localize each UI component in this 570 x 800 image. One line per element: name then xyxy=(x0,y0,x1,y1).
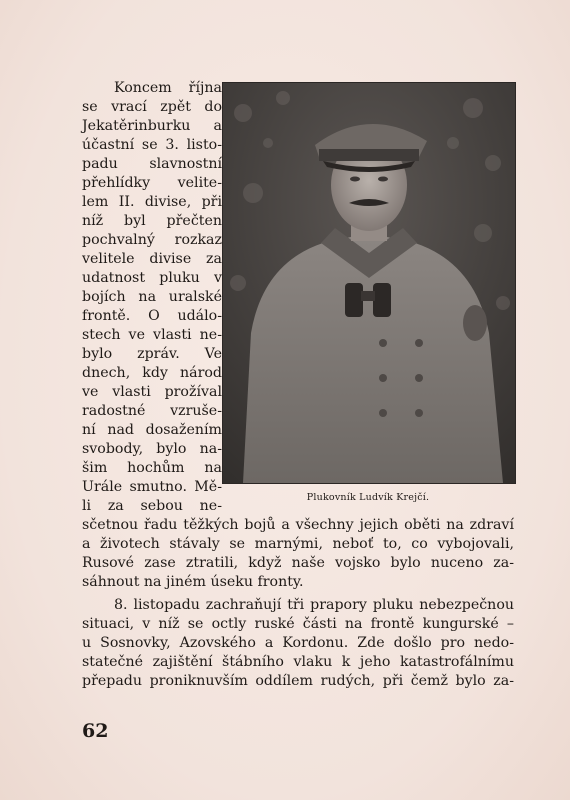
text-line: přehlídky velite- xyxy=(82,175,222,191)
text-line: situaci, v níž se octly ruské části na frontě kungurské – xyxy=(82,616,514,632)
text-line: níž byl přečten xyxy=(82,213,222,229)
text-line: lem II. divise, při xyxy=(82,194,222,210)
text-line: účastní se 3. listo- xyxy=(82,137,222,153)
text-line: šim hochům na xyxy=(82,460,222,476)
text-line: Koncem října xyxy=(114,80,222,96)
portrait-image xyxy=(223,83,515,483)
text-line: 8. listopadu zachraňují tři prapory pluku nebezpečnou xyxy=(114,597,514,613)
text-line: frontě. O událo- xyxy=(82,308,222,324)
text-line: statečné zajištění štábního vlaku k jeho katastrofálnímu xyxy=(82,654,514,670)
text-line: velitele divise za xyxy=(82,251,222,267)
text-line: dnech, kdy národ xyxy=(82,365,222,381)
text-line: Rusové zase ztratili, když naše vojsko bylo nuceno za- xyxy=(82,555,514,571)
text-line: padu slavnostní xyxy=(82,156,222,172)
text-line: pochvalný rozkaz xyxy=(82,232,222,248)
text-line: bylo zpráv. Ve xyxy=(82,346,222,362)
text-line: sáhnout na jiném úseku fronty. xyxy=(82,574,304,590)
text-line: ní nad dosažením xyxy=(82,422,222,438)
text-line: bojích na uralské xyxy=(82,289,222,305)
text-line: svobody, bylo na- xyxy=(82,441,222,457)
page-number: 62 xyxy=(82,720,109,742)
text-line: u Sosnovky, Azovského a Kordonu. Zde došlo pro nedo- xyxy=(82,635,514,651)
text-line: se vrací zpět do xyxy=(82,99,222,115)
text-line: Jekatěrinburku a xyxy=(82,118,222,134)
text-line: radostné vzruše- xyxy=(82,403,222,419)
text-line: stech ve vlasti ne- xyxy=(82,327,222,343)
portrait-photo xyxy=(222,82,516,484)
text-line: přepadu proniknuvším oddílem rudých, při čemž bylo za- xyxy=(82,673,514,689)
text-line: Urále smutno. Mě- xyxy=(82,479,222,495)
photo-caption: Plukovník Ludvík Krejčí. xyxy=(306,492,430,503)
text-line: sčetnou řadu těžkých bojů a všechny jejich oběti na zdraví xyxy=(82,517,514,533)
text-line: a životech stávaly se marnými, neboť to, co vybojovali, xyxy=(82,536,514,552)
text-line: ve vlasti prožíval xyxy=(82,384,222,400)
text-line: udatnost pluku v xyxy=(82,270,222,286)
text-line: li za sebou ne- xyxy=(82,498,222,514)
